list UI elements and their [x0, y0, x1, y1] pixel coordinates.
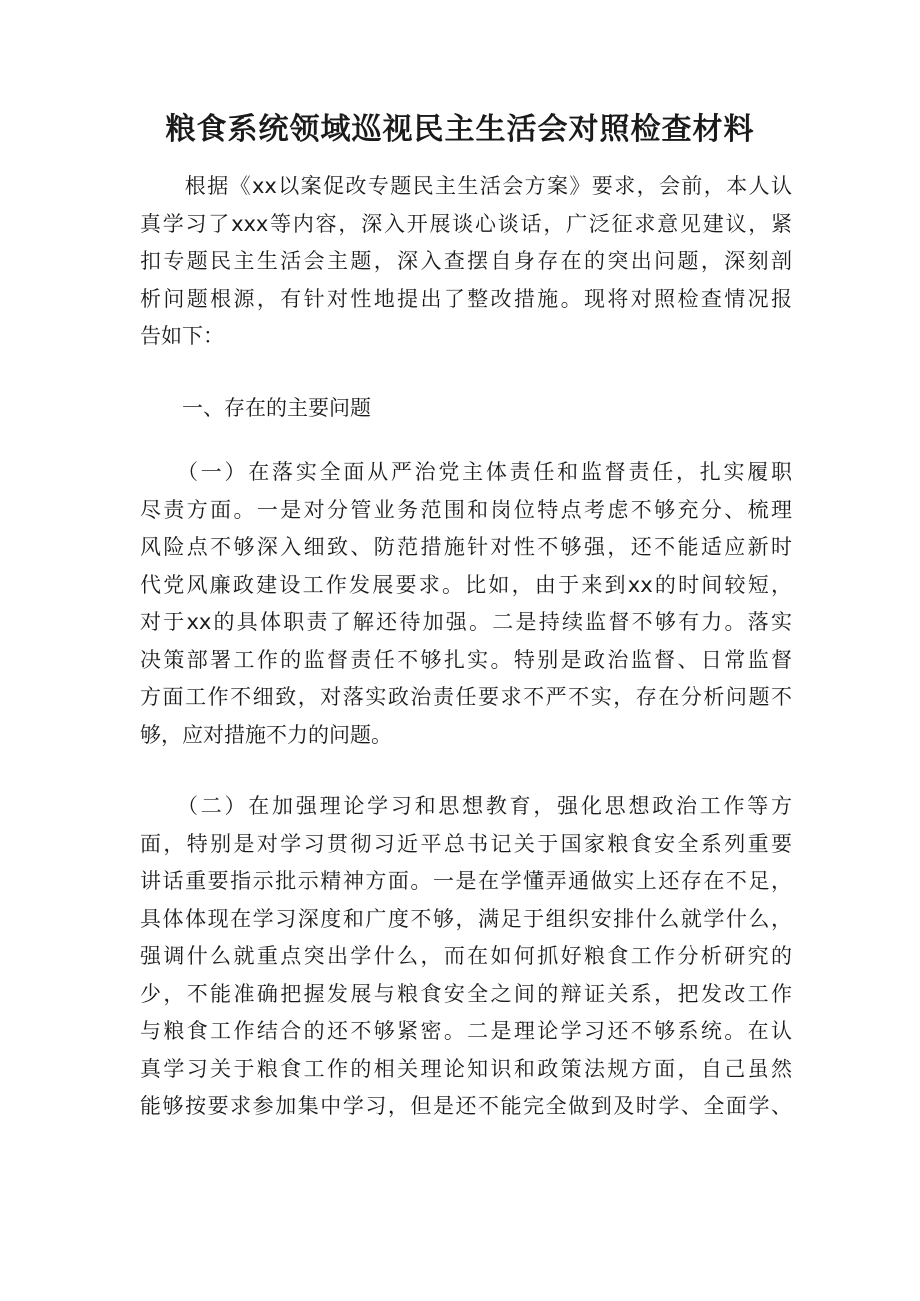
item-2-paragraph: [140, 788, 792, 1126]
item-2-line: 讲话重要指示批示精神方面。一是在学懂弄通做实上还存在不足，: [140, 869, 792, 893]
item-1-line: 风险点不够深入细致、防范措施针对性不够强，还不能适应新时: [140, 535, 792, 559]
item-1-line: 代党风廉政建设工作发展要求。比如，由于来到xx的时间较短，: [140, 572, 792, 597]
intro-line: 根据《xx以案促改专题民主生活会方案》要求，会前，本人认: [140, 174, 792, 198]
item-1-line: （一）在落实全面从严治党主体责任和监督责任，扎实履职: [140, 460, 792, 484]
item-1-paragraph: [140, 454, 792, 754]
section-heading: 一、存在的主要问题: [140, 395, 371, 420]
intro-line: 析问题根源，有针对性地提出了整改措施。现将对照检查情况报: [140, 286, 792, 311]
document-title: 粮食系统领域巡视民主生活会对照检查材料: [165, 112, 755, 147]
item-2-line: 少，不能准确把握发展与粮食安全之间的辩证关系，把发改工作: [140, 981, 792, 1006]
paragraph-gap: [140, 754, 792, 788]
paragraph-gap: [140, 356, 792, 390]
item-2-line: 与粮食工作结合的还不够紧密。二是理论学习还不够系统。在认: [140, 1019, 792, 1043]
item-2-line: 具体体现在学习深度和广度不够，满足于组织安排什么就学什么，: [140, 906, 792, 931]
intro-line: 告如下：: [140, 324, 224, 348]
item-1-line: 方面工作不细致，对落实政治责任要求不严不实，存在分析问题不: [140, 685, 792, 709]
document-body: [140, 168, 792, 1126]
item-2-line: 真学习关于粮食工作的相关理论知识和政策法规方面，自己虽然: [140, 1056, 792, 1081]
item-1-line: 对于xx的具体职责了解还待加强。二是持续监督不够有力。落实: [140, 610, 792, 634]
item-1-line: 够，应对措施不力的问题。: [140, 722, 392, 747]
paragraph-gap: [140, 427, 792, 454]
intro-line: 扣专题民主生活会主题，深入查摆自身存在的突出问题，深刻剖: [140, 249, 792, 273]
item-1-line: 尽责方面。一是对分管业务范围和岗位特点考虑不够充分、梳理: [140, 497, 792, 522]
item-2-line: 强调什么就重点突出学什么，而在如何抓好粮食工作分析研究的: [140, 944, 792, 968]
item-2-line: 面，特别是对学习贯彻习近平总书记关于国家粮食安全系列重要: [140, 831, 792, 856]
item-2-line: 能够按要求参加集中学习，但是还不能完全做到及时学、全面学、: [140, 1094, 792, 1118]
intro-paragraph: [140, 168, 792, 356]
intro-line: 真学习了xxx等内容，深入开展谈心谈话，广泛征求意见建议，紧: [140, 211, 792, 236]
item-2-line: （二）在加强理论学习和思想教育，强化思想政治工作等方: [140, 794, 792, 818]
item-1-line: 决策部署工作的监督责任不够扎实。特别是政治监督、日常监督: [140, 647, 792, 672]
